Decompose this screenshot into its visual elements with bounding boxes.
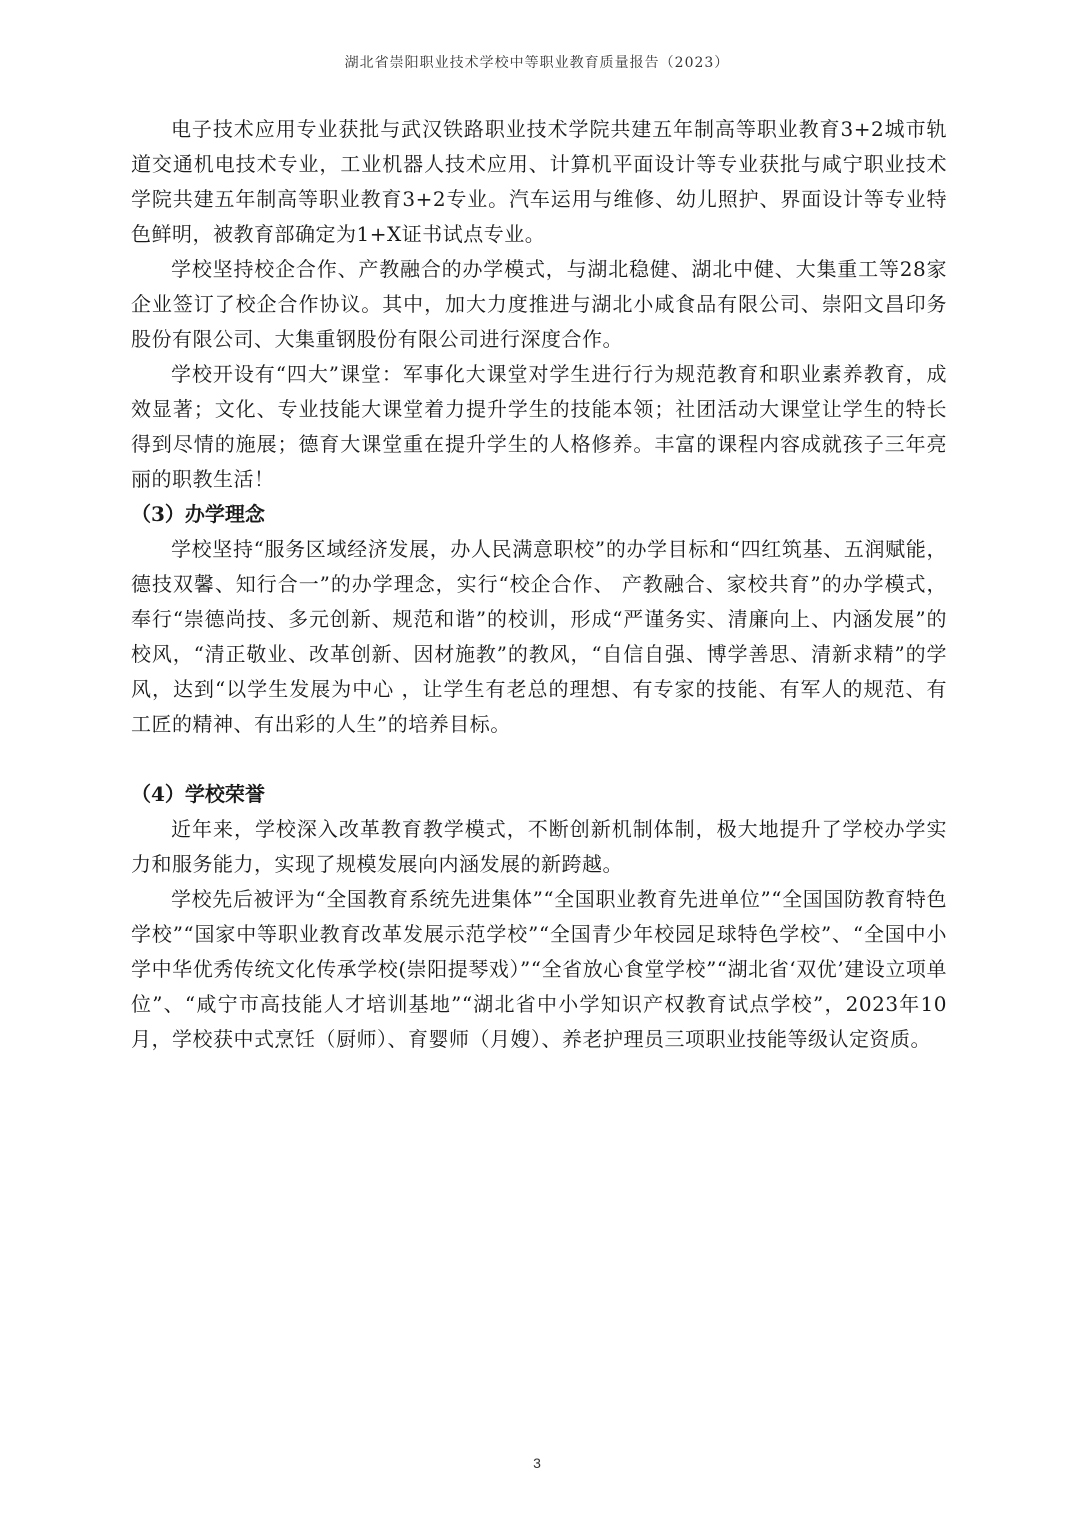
paragraph-honors: 学校先后被评为“全国教育系统先进集体”“全国职业教育先进单位”“全国国防教育特色学校”“国家中等职业教育改革发展示范学校”“全国青少年校园足球特色学校”、“全国中小学中华优秀传统文化传承学校(崇阳提琴戏）”“全省放心食堂学校”“湖北省‘双优’建设立项单位”、“咸宁市高技能人才培训基地”“湖北省中小学知识产权教育试点学校”，2023年10月，学校获中式烹饪（厨师）、育婴师（月嫂）、养老护理员三项职业技能等级认定资质。 bbox=[131, 887, 947, 1051]
document-body bbox=[131, 112, 947, 1057]
page-header: 湖北省崇阳职业技术学校中等职业教育质量报告（2023） bbox=[344, 55, 730, 71]
paragraph-majors: 电子技术应用专业获批与武汉铁路职业技术学院共建五年制高等职业教育3+2城市轨道交通机电技术专业，工业机器人技术应用、计算机平面设计等专业获批与咸宁职业技术学院共建五年制高等职业教育3+2专业。汽车运用与维修、幼儿照护、界面设计等专业特色鲜明，被教育部确定为1+X证书试点专业。 bbox=[131, 117, 947, 246]
page-number: 3 bbox=[533, 1455, 541, 1471]
section-heading-honors: （4）学校荣誉 bbox=[131, 782, 265, 806]
paragraph-four-classrooms: 学校开设有“四大”课堂：军事化大课堂对学生进行行为规范教育和职业素养教育，成效显著；文化、专业技能大课堂着力提升学生的技能本领；社团活动大课堂让学生的特长得到尽情的施展；德育大课堂重在提升学生的人格修养。丰富的课程内容成就孩子三年亮丽的职教生活！ bbox=[131, 362, 947, 491]
paragraph-reform: 近年来，学校深入改革教育教学模式，不断创新机制体制，极大地提升了学校办学实力和服务能力，实现了规模发展向内涵发展的新跨越。 bbox=[131, 817, 947, 876]
paragraph-philosophy: 学校坚持“服务区域经济发展，办人民满意职校”的办学目标和“四红筑基、五润赋能，德技双馨、知行合一”的办学理念，实行“校企合作、 产教融合、家校共育”的办学模式，奉行“崇德尚技、多元创新、规范和谐”的校训，形成“严谨务实、清廉向上、内涵发展”的校风，“清正敬业、改革创新、因材施教”的教风，“自信自强、博学善思、清新求精”的学风，达到“以学生发展为中心 ，让学生有老总的理想、有专家的技能、有军人的规范、有工匠的精神、有出彩的人生”的培养目标。 bbox=[131, 537, 947, 736]
section-heading-philosophy: （3）办学理念 bbox=[131, 502, 265, 526]
section-spacer bbox=[131, 742, 947, 777]
paragraph-school-enterprise: 学校坚持校企合作、产教融合的办学模式，与湖北稳健、湖北中健、大集重工等28家企业签订了校企合作协议。其中，加大力度推进与湖北小咸食品有限公司、崇阳文昌印务股份有限公司、大集重钢股份有限公司进行深度合作。 bbox=[131, 257, 947, 351]
